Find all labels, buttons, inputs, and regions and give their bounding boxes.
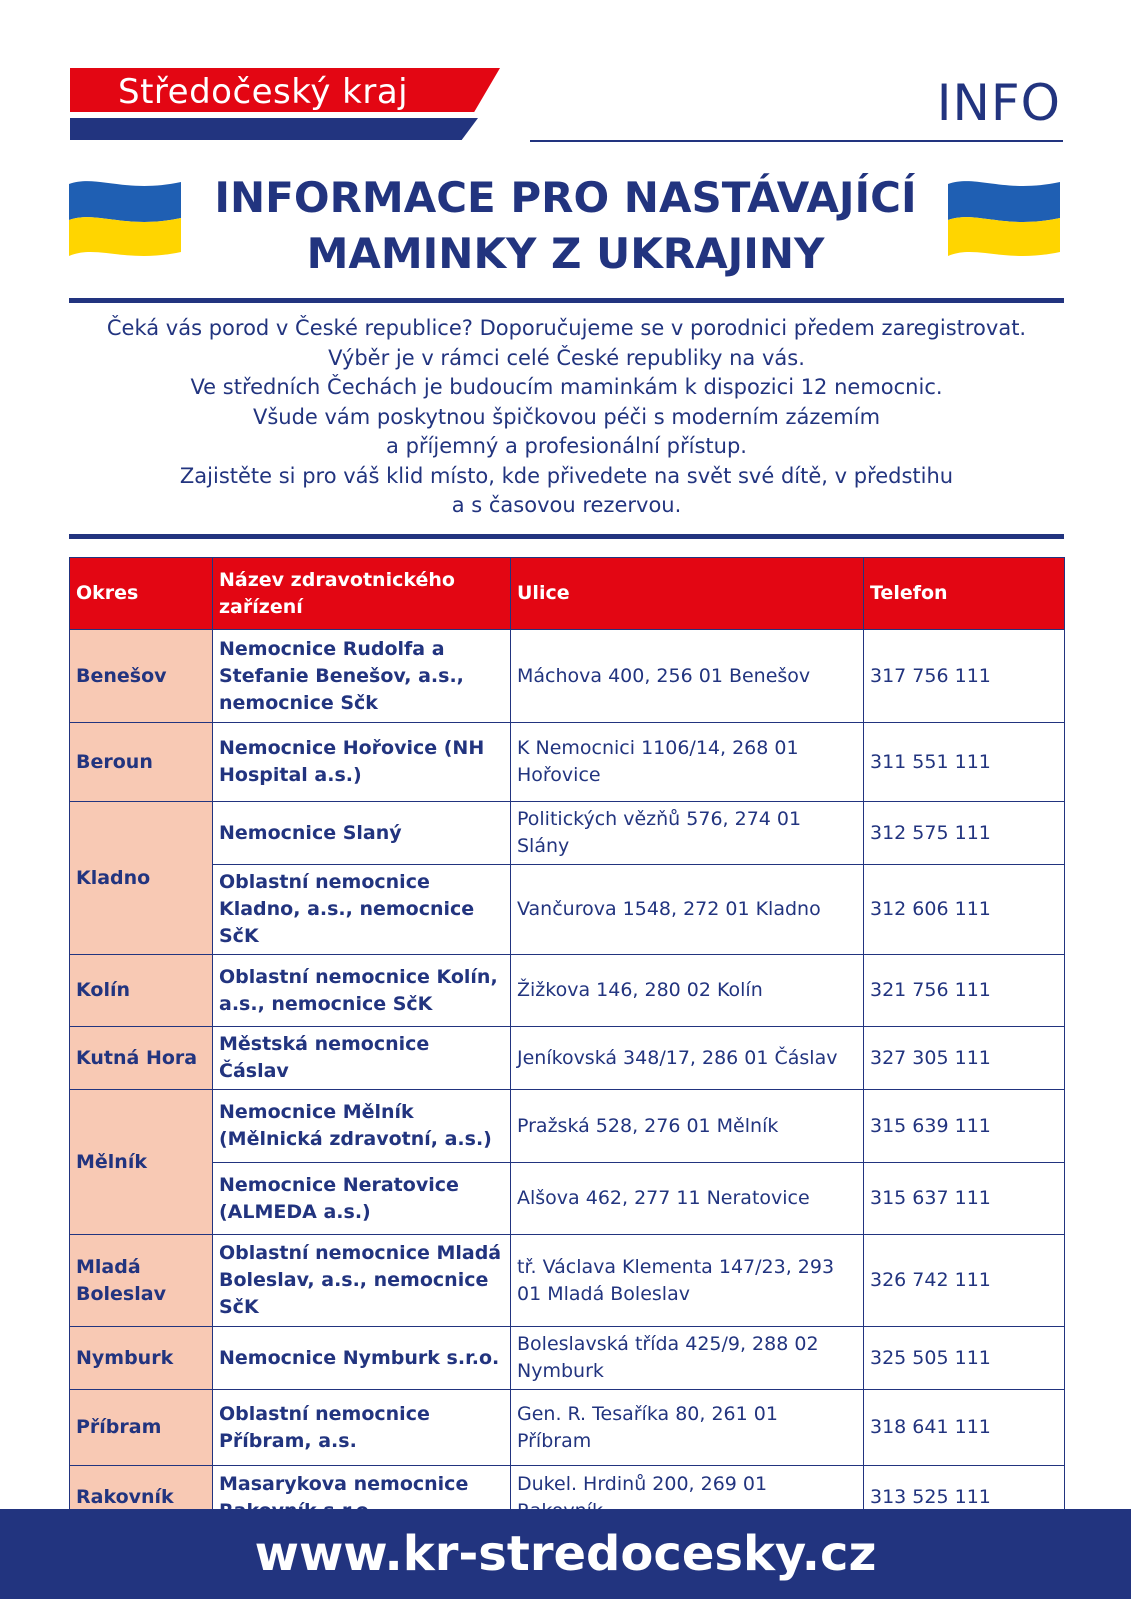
facility-cell: Nemocnice Neratovice (ALMEDA a.s.) xyxy=(213,1163,511,1235)
facility-cell: Oblastní nemocnice Kolín, a.s., nemocnice SčK xyxy=(213,955,511,1027)
facility-cell: Městská nemocnice Čáslav xyxy=(213,1027,511,1090)
intro-line: a příjemný a profesionální přístup. xyxy=(386,434,747,458)
table-header-row xyxy=(70,558,1065,630)
phone-cell: 315 637 111 xyxy=(864,1163,1065,1235)
street-cell: Politických vězňů 576, 274 01 Slány xyxy=(511,802,864,865)
facility-cell: Oblastní nemocnice Příbram, a.s. xyxy=(213,1390,511,1466)
street-cell: Alšova 462, 277 11 Neratovice xyxy=(511,1163,864,1235)
district-cell: Kolín xyxy=(70,955,213,1027)
hospital-table xyxy=(69,557,1065,1530)
table-row xyxy=(70,1163,1065,1235)
ukraine-flag-icon xyxy=(948,178,1060,258)
intro-line: Zajistěte si pro váš klid místo, kde přivedete na svět své dítě, v předstihu xyxy=(179,463,954,488)
phone-cell: 327 305 111 xyxy=(864,1027,1065,1090)
intro-line: Všude vám poskytnou špičkovou péči s moderním zázemím xyxy=(252,404,881,429)
street-cell: Dukel. Hrdinů 200, 269 01 xyxy=(511,1466,864,1530)
table-row xyxy=(70,1390,1065,1466)
phone-cell: 325 505 111 xyxy=(864,1327,1065,1390)
facility-cell: Nemocnice Hořovice (NH Hospital a.s.) xyxy=(213,723,511,802)
district-cell: Beroun xyxy=(70,723,213,802)
facility-cell: Oblastní nemocnice Mladá Boleslav, a.s., nemocnice SčK xyxy=(213,1235,511,1327)
column-header-street: Ulice xyxy=(511,558,864,630)
district-cell: Rakovník xyxy=(70,1466,213,1530)
header-divider xyxy=(530,140,1063,142)
phone-cell: 313 525 111 xyxy=(864,1466,1065,1530)
phone-cell: 315 639 111 xyxy=(864,1090,1065,1163)
district-cell: Nymburk xyxy=(70,1327,213,1390)
column-header-phone: Telefon xyxy=(864,558,1065,630)
ukraine-flag-icon xyxy=(69,178,181,258)
phone-cell: 317 756 111 xyxy=(864,630,1065,723)
street-cell: Žižkova 146, 280 02 Kolín xyxy=(511,955,864,1027)
phone-cell: 312 575 111 xyxy=(864,802,1065,865)
footer-bar xyxy=(0,1509,1131,1599)
street-cell: Boleslavská třída 425/9, 288 02 Nymburk xyxy=(511,1327,864,1390)
phone-cell: 311 551 111 xyxy=(864,723,1065,802)
street-cell: tř. Václava Klementa 147/23, 293 01 Mladá Boleslav xyxy=(511,1235,864,1327)
table-row xyxy=(70,630,1065,723)
region-name: Středočeský kraj xyxy=(118,72,409,112)
street-cell: Jeníkovská 348/17, 286 01 Čáslav xyxy=(511,1027,864,1090)
title-rule xyxy=(69,298,1064,303)
table-row xyxy=(70,802,1065,865)
phone-cell: 321 756 111 xyxy=(864,955,1065,1027)
facility-cell: Oblastní nemocnice Kladno, a.s., nemocnice SčK xyxy=(213,865,511,955)
street-cell: Pražská 528, 276 01 Mělník xyxy=(511,1090,864,1163)
intro-line: Ve středních Čechách je budoucím maminkám k dispozici 12 nemocnic. xyxy=(190,375,943,399)
district-cell: Kutná Hora xyxy=(70,1027,213,1090)
table-row xyxy=(70,1327,1065,1390)
title-line-1: INFORMACE PRO NASTÁVAJÍCÍ xyxy=(214,173,917,222)
page-title xyxy=(180,170,951,282)
district-cell: Mladá Boleslav xyxy=(70,1235,213,1327)
table-row xyxy=(70,723,1065,802)
table-row xyxy=(70,955,1065,1027)
phone-cell: 326 742 111 xyxy=(864,1235,1065,1327)
facility-cell: Nemocnice Slaný xyxy=(213,802,511,865)
district-cell: Kladno xyxy=(70,802,213,955)
street-cell: K Nemocnici 1106/14, 268 01 Hořovice xyxy=(511,723,864,802)
intro-rule xyxy=(69,534,1064,539)
street-cell: Gen. R. Tesaříka 80, 261 01 Příbram xyxy=(511,1390,864,1466)
intro-line: Výběr je v rámci celé České republiky na vás. xyxy=(328,345,805,370)
intro-text xyxy=(69,314,1064,521)
street-cell: Vančurova 1548, 272 01 Kladno xyxy=(511,865,864,955)
table-row xyxy=(70,1235,1065,1327)
facility-cell: Masarykova nemocnice xyxy=(213,1466,511,1530)
column-header-facility: Název zdravotnického zařízení xyxy=(213,558,511,630)
phone-cell: 312 606 111 xyxy=(864,865,1065,955)
page-header xyxy=(70,68,1063,144)
district-cell: Benešov xyxy=(70,630,213,723)
district-cell: Mělník xyxy=(70,1090,213,1235)
info-label: INFO xyxy=(936,74,1061,132)
title-line-2: MAMINKY Z UKRAJINY xyxy=(306,229,825,278)
table-row xyxy=(70,1027,1065,1090)
intro-line: Čeká vás porod v České republice? Doporučujeme se v porodnici předem zaregistrovat. xyxy=(106,316,1027,340)
region-blue-band xyxy=(70,118,478,140)
facility-cell: Nemocnice Mělník (Mělnická zdravotní, a.s.) xyxy=(213,1090,511,1163)
intro-line: a s časovou rezervou. xyxy=(451,493,682,517)
facility-cell: Nemocnice Nymburk s.r.o. xyxy=(213,1327,511,1390)
column-header-district: Okres xyxy=(70,558,213,630)
table-row xyxy=(70,1090,1065,1163)
table-row xyxy=(70,865,1065,955)
phone-cell: 318 641 111 xyxy=(864,1390,1065,1466)
website-link[interactable]: www.kr-stredocesky.cz xyxy=(254,1526,877,1582)
street-cell: Máchova 400, 256 01 Benešov xyxy=(511,630,864,723)
district-cell: Příbram xyxy=(70,1390,213,1466)
facility-cell: Nemocnice Rudolfa a Stefanie Benešov, a.s., nemocnice Sčk xyxy=(213,630,511,723)
